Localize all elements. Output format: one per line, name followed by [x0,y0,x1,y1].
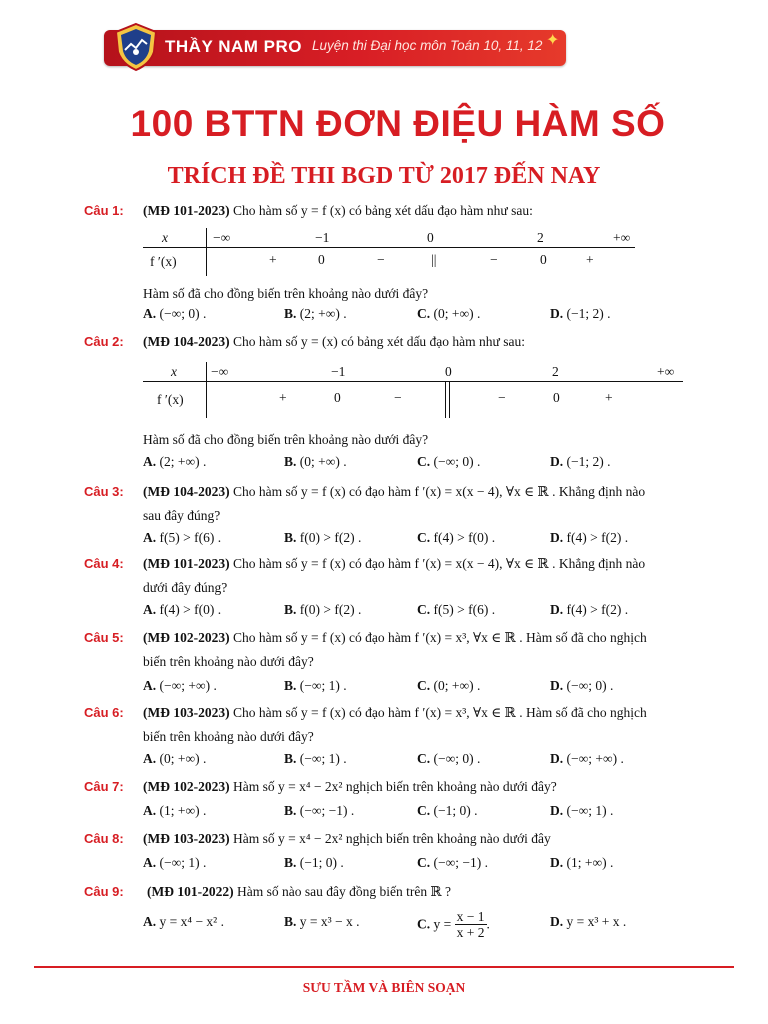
page-title: 100 BTTN ĐƠN ĐIỆU HÀM SỐ [130,103,666,144]
x-value: −1 [331,364,346,379]
question-source: (MĐ 104-2023) [143,334,230,349]
option-a[interactable]: A. f(4) > f(0) . [143,602,222,617]
sparkle-icon: ✦ [546,32,560,49]
option-c[interactable]: C. (−∞; 0) . [417,751,481,766]
question-text-cont: biến trên khoảng nào dưới đây? [143,729,314,744]
option-d[interactable]: D. f(4) > f(2) . [550,602,629,617]
brand-name: THẦY NAM PRO [165,37,302,56]
option-d[interactable]: D. (−∞; 0) . [550,678,614,693]
option-b[interactable]: B. (−1; 0) . [284,855,344,870]
answer-options [143,526,703,550]
question-number: Câu 2: [84,334,124,349]
question-ask: Hàm số đã cho đồng biến trên khoảng nào dưới đây? [143,286,429,301]
question-number: Câu 4: [84,556,124,571]
question-text: Cho hàm số y = f (x) có đạo hàm f ′(x) = x³, ∀x ∈ ℝ . Hàm số đã cho nghịch [229,630,647,645]
question-source: (MĐ 103-2023) [143,831,230,846]
option-a[interactable]: A. (−∞; 0) . [143,306,207,321]
option-a[interactable]: A. (−∞; +∞) . [143,678,217,693]
sign-value: − [490,252,498,267]
table-header-fx: f ′(x) [157,392,184,407]
question-source: (MĐ 104-2023) [143,484,230,499]
question-source: (MĐ 101-2022) [147,884,234,899]
x-value: +∞ [657,364,675,379]
x-value: −1 [315,230,330,245]
option-b[interactable]: B. (−∞; 1) . [284,751,347,766]
sign-table-2 [143,362,683,418]
question-ask: Hàm số đã cho đồng biến trên khoảng nào dưới đây? [143,432,429,447]
option-d[interactable]: D. (−∞; +∞) . [550,751,624,766]
option-b[interactable]: B. (2; +∞) . [284,306,347,321]
sign-value: + [586,252,594,267]
answer-options [143,450,703,474]
question-text: Cho hàm số y = f (x) có đạo hàm f ′(x) = x(x − 4), ∀x ∈ ℝ . Khẳng định nào [229,556,646,571]
option-a[interactable]: A. (1; +∞) . [143,803,207,818]
sign-value: || [431,252,437,267]
footer-text: SƯU TẦM VÀ BIÊN SOẠN [302,980,466,995]
sign-value: + [269,252,277,267]
question-text: Cho hàm số y = f (x) có bảng xét dấu đạo hàm như sau: [229,203,533,218]
option-b[interactable]: B. (−∞; −1) . [284,803,355,818]
question-number: Câu 3: [84,484,124,499]
option-a[interactable]: A. (2; +∞) . [143,454,207,469]
fraction-denominator: x + 2 [456,925,485,940]
option-c[interactable]: C. f(5) > f(6) . [417,602,496,617]
x-value: 2 [537,230,544,245]
option-a[interactable]: A. (−∞; 1) . [143,855,207,870]
table-header-fx: f ′(x) [150,254,177,269]
question-number: Câu 8: [84,831,124,846]
table-header-x: x [162,230,168,245]
question-text-cont: biến trên khoảng nào dưới đây? [143,654,314,669]
table-header-x: x [171,364,177,379]
option-c[interactable]: C. (−∞; 0) . [417,454,481,469]
option-c[interactable]: C. y = $\frac{x - 1}{x + 2}$ . [417,909,490,940]
question-text: Hàm số y = x⁴ − 2x² nghịch biến trên khoảng nào dưới đây? [229,779,557,794]
question-source: (MĐ 103-2023) [143,705,230,720]
question-text-cont: dưới đây đúng? [143,580,228,595]
answer-options [143,598,703,622]
sign-value: + [279,390,287,405]
option-d[interactable]: D. (−∞; 1) . [550,803,614,818]
question-number: Câu 7: [84,779,124,794]
option-b[interactable]: B. (0; +∞) . [284,454,347,469]
option-c[interactable]: C. f(4) > f(0) . [417,530,496,545]
option-c[interactable]: C. (−1; 0) . [417,803,478,818]
option-c[interactable]: C. (−∞; −1) . [417,855,488,870]
question-source: (MĐ 102-2023) [143,630,230,645]
question-number: Câu 6: [84,705,124,720]
answer-options [143,851,703,875]
x-value: −∞ [213,230,231,245]
option-c[interactable]: C. (0; +∞) . [417,678,481,693]
question-number: Câu 1: [84,203,124,218]
x-value: 2 [552,364,559,379]
option-b[interactable]: B. (−∞; 1) . [284,678,347,693]
answer-options [143,674,703,698]
question-source: (MĐ 101-2023) [143,556,230,571]
question-text-cont: sau đây đúng? [143,508,221,523]
x-value: 0 [445,364,452,379]
option-a[interactable]: A. (0; +∞) . [143,751,207,766]
sign-value: + [605,390,613,405]
question-number: Câu 5: [84,630,124,645]
option-a[interactable]: A. f(5) > f(6) . [143,530,222,545]
question-source: (MĐ 102-2023) [143,779,230,794]
fraction-numerator: x − 1 [456,909,485,924]
question-text: Cho hàm số y = f (x) có đạo hàm f ′(x) = x³, ∀x ∈ ℝ . Hàm số đã cho nghịch [229,705,647,720]
shield-logo-icon [112,22,160,72]
sign-value: 0 [540,252,547,267]
footer-rule [34,966,734,968]
x-value: +∞ [613,230,631,245]
option-d[interactable]: D. (−1; 2) . [550,454,611,469]
sign-table-1 [143,228,635,276]
tagline: Luyện thi Đại học môn Toán 10, 11, 12 [312,38,543,53]
fraction [455,909,487,940]
answer-options [143,799,703,823]
option-d[interactable]: D. f(4) > f(2) . [550,530,629,545]
option-b[interactable]: B. y = x³ − x . [284,914,360,929]
option-c[interactable]: C. (0; +∞) . [417,306,481,321]
sign-value: − [394,390,402,405]
answer-options [143,909,703,940]
option-d[interactable]: D. (−1; 2) . [550,306,611,321]
option-b[interactable]: B. f(0) > f(2) . [284,602,362,617]
question-text: Cho hàm số y = f (x) có đạo hàm f ′(x) = x(x − 4), ∀x ∈ ℝ . Khẳng định nào [229,484,646,499]
sign-value: 0 [553,390,560,405]
option-d[interactable]: D. (1; +∞) . [550,855,614,870]
question-text: Hàm số y = x⁴ − 2x² nghịch biến trên khoảng nào dưới đây [229,831,551,846]
option-d[interactable]: D. y = x³ + x . [550,914,627,929]
option-a[interactable]: A. y = x⁴ − x² . [143,914,224,929]
answer-options [143,747,703,771]
sign-value: − [377,252,385,267]
sign-value: − [498,390,506,405]
option-b[interactable]: B. f(0) > f(2) . [284,530,362,545]
sign-value: 0 [334,390,341,405]
x-value: −∞ [211,364,229,379]
answer-options [143,302,703,326]
page-subtitle: TRÍCH ĐỀ THI BGD TỪ 2017 ĐẾN NAY [167,163,601,189]
sign-value: 0 [318,252,325,267]
question-text: Hàm số nào sau đây đồng biến trên ℝ ? [233,884,452,899]
question-source: (MĐ 101-2023) [143,203,230,218]
question-number: Câu 9: [84,884,124,899]
x-value: 0 [427,230,434,245]
question-text: Cho hàm số y = (x) có bảng xét dấu đạo hàm như sau: [229,334,525,349]
